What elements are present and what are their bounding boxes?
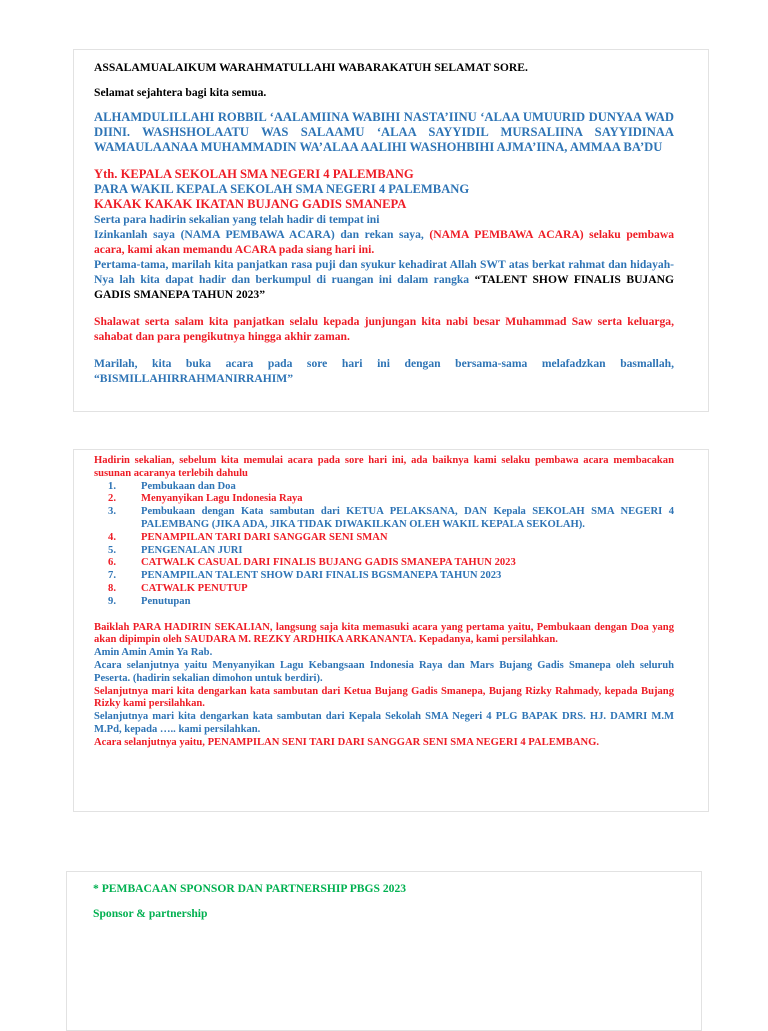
agenda-item: 6. CATWALK CASUAL DARI FINALIS BUJANG GADIS SMANEPA TAHUN 2023	[108, 557, 516, 569]
greeting: ASSALAMUALAIKUM WARAHMATULLAHI WABARAKATUH SELAMAT SORE.	[94, 61, 528, 74]
agenda-item: 4. PENAMPILAN TARI DARI SANGGAR SENI SMAN	[108, 531, 388, 543]
kakak-ikatan: KAKAK KAKAK IKATAN BUJANG GADIS SMANEPA	[94, 197, 407, 211]
agenda-item: 5. PENGENALAN JURI	[108, 544, 243, 556]
agenda-item: 8. CATWALK PENUTUP	[108, 582, 248, 594]
marilah-text: Marilah, kita buka acara pada sore hari ini dengan bersama-sama melafadzkan basmallah, “BISMILLAHIRRAHMANIRRAHIM”	[94, 357, 674, 385]
agenda-item: 2. Menyanyikan Lagu Indonesia Raya	[108, 493, 303, 505]
agenda-list	[94, 481, 674, 609]
baiklah-text: Baiklah PARA HADIRIN SEKALIAN, langsung saja kita memasuki acara yang pertama yaitu, Pembukaan dengan Doa yang akan dipimpin oleh SAUDARA M. REZKY ARDHIKA ARKANANTA. Kepadanya, kami persilahkan.	[94, 621, 674, 646]
sambutan-kepsek: Selanjutnya mari kita dengarkan kata sambutan dari Kepala Sekolah SMA Negeri 4 PLG BAPAK DRS. HJ. DAMRI M.M M.Pd, kepada ….. kami persilahkan.	[94, 711, 674, 735]
amin-text: Amin Amin Amin Ya Rab.	[94, 647, 213, 659]
lagu-text: Acara selanjutnya yaitu Menyanyikan Lagu Kebangsaan Indonesia Raya dan Mars Bujang Gadis Smanepa oleh seluruh Peserta. (hadirin sekalian dimohon untuk berdiri).	[94, 659, 674, 684]
agenda-item: 7. PENAMPILAN TALENT SHOW DARI FINALIS BGSMANEPA TAHUN 2023	[108, 570, 502, 582]
selamat-text: Selamat sejahtera bagi kita semua.	[94, 86, 267, 99]
pertama-text	[94, 257, 674, 302]
pertama-part1: Pertama-tama, marilah kita panjatkan rasa puji dan syukur kehadirat Allah SWT atas berkat rahmat dan hidayah-Nya lah kita dapat hadir dan berkumpul di ruangan ini dalam rangka	[94, 258, 674, 286]
pertama-part2: “TALENT SHOW FINALIS BUJANG GADIS SMANEPA TAHUN 2023”	[94, 273, 674, 301]
sambutan-ketua: Selanjutnya mari kita dengarkan kata sambutan dari Ketua Bujang Gadis Smanepa, Bujang Rizky Rahmady, kepada Bujang Rizky kami persilahkan.	[94, 685, 674, 710]
izin-part1: Izinkanlah saya (NAMA PEMBAWA ACARA) dan rekan saya,	[94, 228, 430, 241]
sponsor-heading: * PEMBACAAN SPONSOR DAN PARTNERSHIP PBGS 2023	[93, 882, 407, 895]
opening-section	[73, 49, 709, 412]
agenda-item: 9. Penutupan	[108, 595, 191, 607]
sponsor-sub: Sponsor & partnership	[93, 907, 208, 920]
izin-part2: (NAMA PEMBAWA ACARA) selaku pembawa acara, kami akan memandu ACARA pada siang hari ini.	[94, 228, 674, 256]
izin-text	[94, 227, 674, 257]
tari-text: Acara selanjutnya yaitu, PENAMPILAN SENI TARI DARI SANGGAR SENI SMA NEGERI 4 PALEMBANG.	[94, 736, 600, 748]
agenda-intro: Hadirin sekalian, sebelum kita memulai acara pada sore hari ini, ada baiknya kami selaku pembawa acara membacakan susunan acaranya terlebih dahulu	[94, 455, 674, 479]
arabic-opening: ALHAMDULILLAHI ROBBIL ‘AALAMIINA WABIHI NASTA’IINU ‘ALAA UMUURID DUNYAA WAD DIINI. WASHSHOLAATU WAS SALAAMU ‘ALAA SAYYIDIL MURSALIINA SAYYIDINAA WAMAULAANAA MUHAMMADIN WA’ALAA AALIHI WASHOHBIHI AJMA’IINA, AMMAA BA’DU	[94, 110, 674, 154]
agenda-item: 3. Pembukaan dengan Kata sambutan dari KETUA PELAKSANA, DAN Kepala SEKOLAH SMA NEGERI 4 PALEMBANG (JIKA ADA, JIKA TIDAK DIWAKILKAN OLEH WAKIL KEPALA SEKOLAH).	[108, 506, 674, 530]
shalawat-text: Shalawat serta salam kita panjatkan selalu kepada junjungan kita nabi besar Muhammad Saw serta keluarga, sahabat dan para pengikutnya hingga akhir zaman.	[94, 315, 674, 343]
agenda-item: 1. Pembukaan dan Doa	[108, 480, 236, 492]
sponsor-section	[66, 871, 702, 1031]
para-wakil: PARA WAKIL KEPALA SEKOLAH SMA NEGERI 4 PALEMBANG	[94, 182, 470, 196]
serta-hadirin: Serta para hadirin sekalian yang telah hadir di tempat ini	[94, 213, 380, 226]
agenda-section	[73, 449, 709, 812]
yth-kepala: Yth. KEPALA SEKOLAH SMA NEGERI 4 PALEMBANG	[94, 167, 414, 181]
